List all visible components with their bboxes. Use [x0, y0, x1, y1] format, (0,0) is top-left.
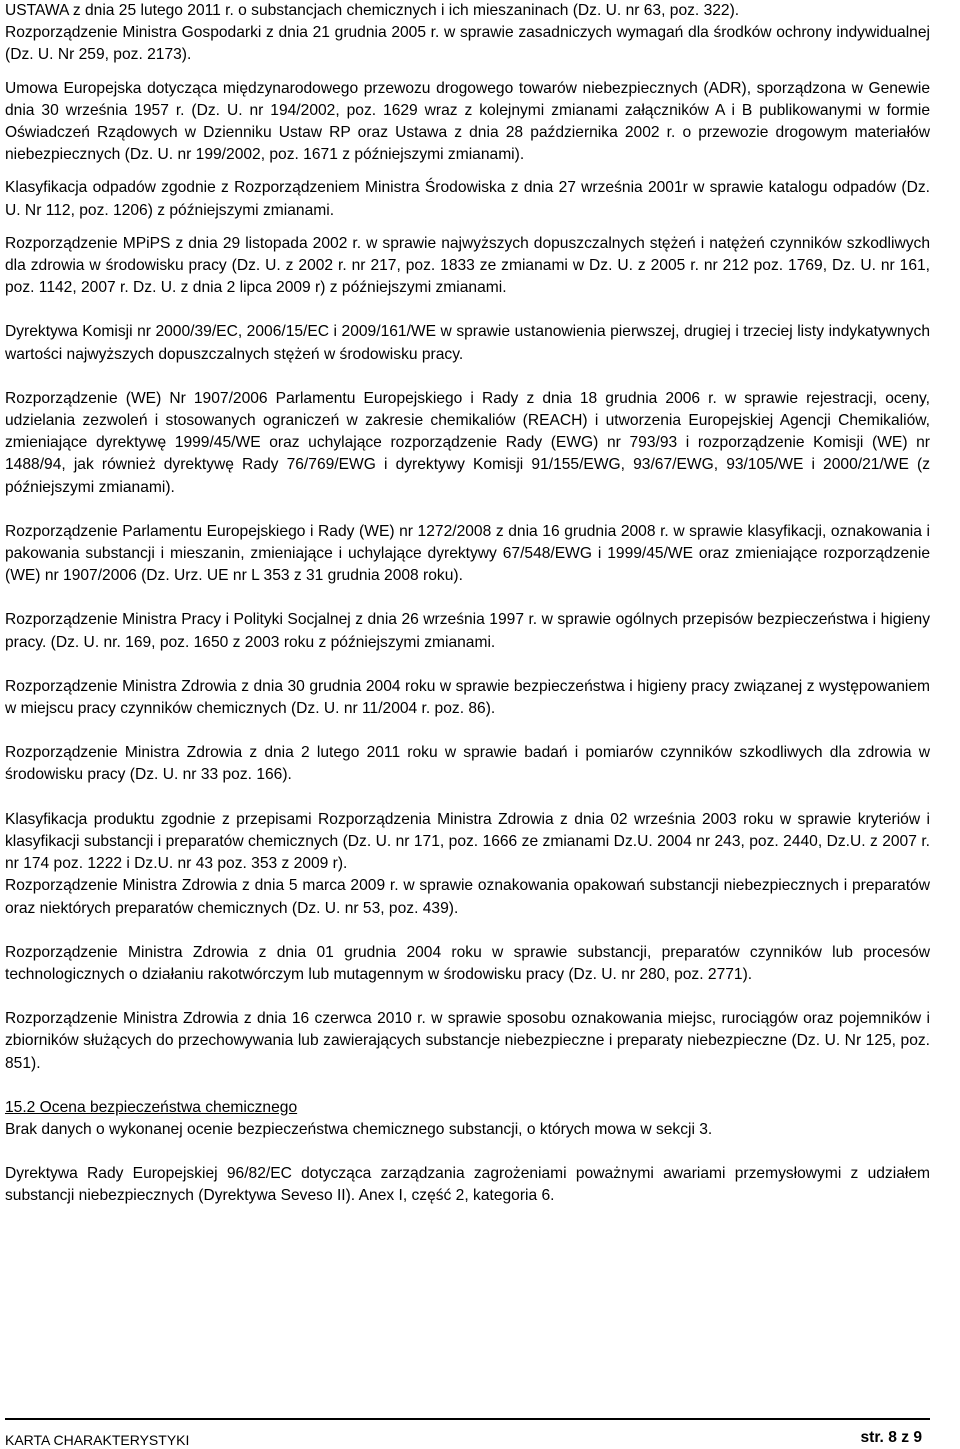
section-text: Brak danych o wykonanej ocenie bezpieczeństwa chemicznego substancji, o których mowa w sekcji 3.	[5, 1120, 713, 1138]
footer-page-number: str. 8 z 9	[860, 1429, 922, 1446]
document-body	[5, 0, 930, 1208]
paragraph-rakotworcze: Rozporządzenie Ministra Zdrowia z dnia 01 grudnia 2004 roku w sprawie substancji, preparatów czynników lub procesów technologicznych o działaniu rakotwórczym lub mutagennym w środowisku pracy (Dz. U. nr 280, poz. 2771).	[5, 943, 930, 983]
paragraph-reach: Rozporządzenie (WE) Nr 1907/2006 Parlamentu Europejskiego i Rady z dnia 18 grudnia 2006 r. w sprawie rejestracji, oceny, udzielania zezwoleń i stosowanych ograniczeń w zakresie chemikaliów (REACH) i utworzenia Europejskiej Agencji Chemikaliów, zmieniające dyrektywę 1999/45/WE oraz uchylające rozporządzenie Rady (EWG) nr 793/93 i rozporządzenie Komisji (WE) nr 1488/94, jak również dyrektywę Rady 76/769/EWG i dyrektywy Komisji 91/155/EWG, 93/67/EWG, 93/105/WE i 2000/21/WE (z późniejszymi zmianami).	[5, 389, 930, 496]
paragraph-klasyfikacja-odpadow: Klasyfikacja odpadów zgodnie z Rozporządzeniem Ministra Środowiska z dnia 27 września 2001r w sprawie katalogu odpadów (Dz. U. Nr 112, poz. 1206) z późniejszymi zmianami.	[5, 179, 930, 219]
paragraph-czynniki-chemiczne: Rozporządzenie Ministra Zdrowia z dnia 30 grudnia 2004 roku w sprawie bezpieczeństwa i higieny pracy związanej z występowaniem w miejscu pracy czynników chemicznych (Dz. U. nr 11/2004 r. poz. 86).	[5, 677, 930, 718]
paragraph-dyrektywa-komisji: Dyrektywa Komisji nr 2000/39/EC, 2006/15/EC i 2009/161/WE w sprawie ustanowienia pierwszej, drugiej i trzeciej listy indykatywnych wartości najwyższych dopuszczalnych stężeń w środowisku pracy.	[5, 323, 930, 363]
paragraph-badania-pomiary: Rozporządzenie Ministra Zdrowia z dnia 2 lutego 2011 roku w sprawie badań i pomiarów czynników szkodliwych dla zdrowia w środowisku pracy (Dz. U. nr 33 poz. 166).	[5, 744, 930, 784]
footer-divider	[5, 1418, 930, 1420]
paragraph-ustawa-substancje: USTAWA z dnia 25 lutego 2011 r. o substancjach chemicznych i ich mieszaninach (Dz. U. nr 63, poz. 322).	[5, 2, 740, 19]
paragraph-umowa-adr: Umowa Europejska dotycząca międzynarodowego przewozu drogowego towarów niebezpiecznych (ADR), sporządzona w Genewie dnia 30 września 1957 r. (Dz. U. nr 194/2002, poz. 1629 wraz z kolejnymi zmianami załączników A i B publikowanymi w formie Oświadczeń Rządowych w Dzienniku Ustaw RP oraz Ustawa z dnia 28 października 2002 r. o przewozie drogowym materiałów niebezpiecznych (Dz. U. nr 199/2002, poz. 1671 z późniejszymi zmianami).	[5, 79, 930, 164]
paragraph-oznakowanie-opakowan: Rozporządzenie Ministra Zdrowia z dnia 5 marca 2009 r. w sprawie oznakowania opakowań substancji niebezpiecznych i preparatów oraz niektórych preparatów chemicznych (Dz. U. nr 53, poz. 439).	[5, 877, 930, 917]
paragraph-clp: Rozporządzenie Parlamentu Europejskiego i Rady (WE) nr 1272/2008 z dnia 16 grudnia 2008 r. w sprawie klasyfikacji, oznakowania i pakowania substancji i mieszanin, zmieniające i uchylające dyrektywy 67/548/EWG i 1999/45/WE oraz zmieniające rozporządzenie (WE) nr 1907/2006 (Dz. Urz. UE nr L 353 z 31 grudnia 2008 roku).	[5, 522, 930, 585]
page-footer	[5, 1429, 930, 1449]
paragraph-oznakowanie-miejsc: Rozporządzenie Ministra Zdrowia z dnia 16 czerwca 2010 r. w sprawie sposobu oznakowania miejsc, rurociągów oraz pojemników i zbiorników służących do przechowywania lub zawierających substancje niebezpieczne i preparaty niebezpieczne (Dz. U. Nr 125, poz. 851).	[5, 1010, 930, 1072]
paragraph-mpips: Rozporządzenie MPiPS z dnia 29 listopada 2002 r. w sprawie najwyższych dopuszczalnych stężeń i natężeń czynników szkodliwych dla zdrowia w środowisku pracy (Dz. U. z 2002 r. nr 217, poz. 1833 ze zmianami w Dz. U. z 2005 r. nr 212 poz. 1769, Dz. U. nr 161, poz. 1142, 2007 r. Dz. U. z dnia 2 lipca 2009 r) z późniejszymi zmianami.	[5, 234, 930, 297]
paragraph-klasyfikacja-produktu: Klasyfikacja produktu zgodnie z przepisami Rozporządzenia Ministra Zdrowia z dnia 02 września 2003 roku w sprawie kryteriów i klasyfikacji substancji i preparatów chemicznych (Dz. U. nr 171, poz. 1666 ze zmianami Dz.U. 2004 nr 243, poz. 2440, Dz.U. z 2007 r. nr 174 poz. 1222 i Dz.U. nr 43 poz. 353 z 2009 r).	[5, 810, 930, 873]
paragraph-rozporzadzenie-gospodarki: Rozporządzenie Ministra Gospodarki z dnia 21 grudnia 2005 r. w sprawie zasadniczych wymagań dla środków ochrony indywidualnej (Dz. U. Nr 259, poz. 2173).	[5, 24, 930, 64]
paragraph-bhp: Rozporządzenie Ministra Pracy i Polityki Socjalnej z dnia 26 września 1997 r. w sprawie ogólnych przepisów bezpieczeństwa i higieny pracy. (Dz. U. nr. 169, poz. 1650 z 2003 roku z późniejszymi zmianami.	[5, 611, 930, 651]
footer-document-title: KARTA CHARAKTERYSTYKI	[5, 1432, 190, 1448]
section-heading: 15.2 Ocena bezpieczeństwa chemicznego	[5, 1098, 298, 1116]
paragraph-seveso: Dyrektywa Rady Europejskiej 96/82/EC dotycząca zarządzania zagrożeniami poważnymi awariami przemysłowymi z udziałem substancji niebezpiecznych (Dyrektywa Seveso II). Anex I, część 2, kategoria 6.	[5, 1165, 930, 1205]
